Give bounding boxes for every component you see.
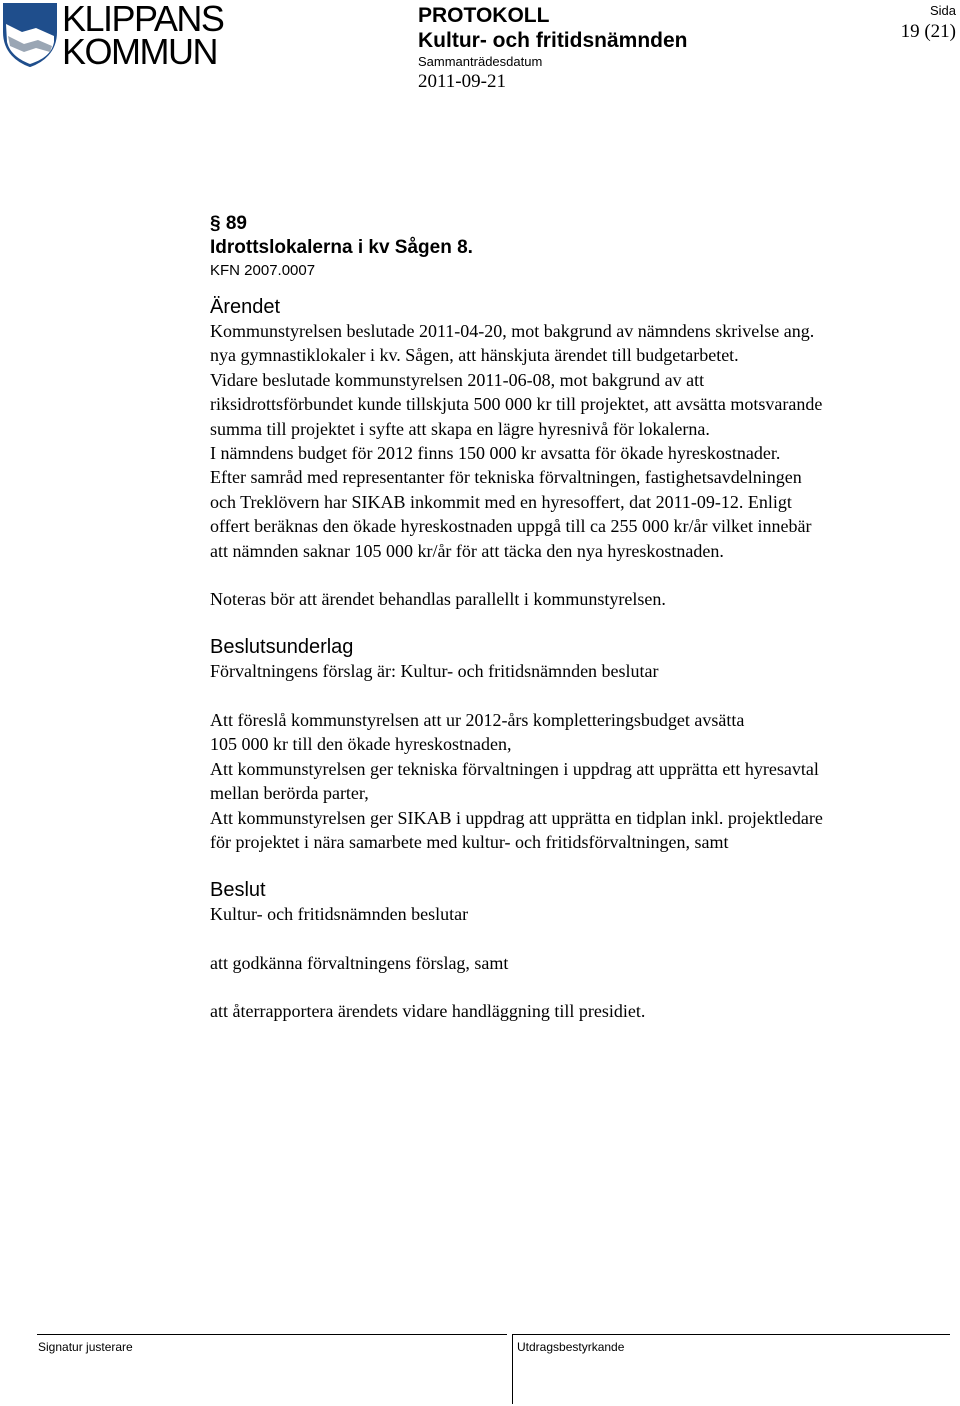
decision-line: att återrapportera ärendets vidare handläggning till presidiet. (210, 1001, 646, 1022)
signature-label: Signatur justerare (38, 1340, 133, 1354)
body-line: I nämndens budget för 2012 finns 150 000 kr avsatta för ökade hyreskostnader. (210, 443, 781, 464)
body-line: Vidare beslutade kommunstyrelsen 2011-06-08, mot bakgrund av att (210, 369, 705, 390)
proposal-line: för projektet i nära samarbete med kultur- och fritidsförvaltningen, samt (210, 831, 729, 852)
meeting-date: 2011-09-21 (418, 71, 506, 92)
page-number: 19 (21) (900, 21, 956, 42)
note-line: Noteras bör att ärendet behandlas parallellt i kommunstyrelsen. (210, 589, 666, 610)
proposal-line: 105 000 kr till den ökade hyreskostnaden, (210, 734, 512, 755)
meeting-date-label: Sammanträdesdatum (418, 54, 543, 69)
body-line: riksidrottsförbundet kunde tillskjuta 500 000 kr till projektet, att avsätta motsvarande (210, 394, 823, 415)
proposal-line: Att kommunstyrelsen ger tekniska förvaltningen i uppdrag att upprätta ett hyresavtal (210, 758, 819, 779)
municipality-logo (2, 0, 224, 72)
body-line: Kultur- och fritidsnämnden beslutar (210, 904, 469, 925)
heading-beslutsunderlag: Beslutsunderlag (210, 636, 354, 659)
footer-separator (512, 1334, 513, 1404)
body-line: Efter samråd med representanter för tekniska förvaltningen, fastighetsavdelningen (210, 467, 802, 488)
proposal-line: mellan berörda parter, (210, 783, 369, 804)
body-line: nya gymnastiklokaler i kv. Sågen, att hänskjuta ärendet till budgetarbetet. (210, 345, 739, 366)
body-line: Förvaltningens förslag är: Kultur- och fritidsnämnden beslutar (210, 661, 659, 682)
committee-name: Kultur- och fritidsnämnden (418, 29, 688, 52)
document-body (210, 212, 940, 1024)
body-line: att nämnden saknar 105 000 kr/år för att täcka den nya hyreskostnaden. (210, 540, 724, 561)
proposal-line: Att kommunstyrelsen ger SIKAB i uppdrag att upprätta en tidplan inkl. projektledare (210, 807, 823, 828)
shield-icon (2, 2, 58, 68)
logo-wordmark: KLIPPANS KOMMUN (62, 0, 224, 72)
heading-arendet: Ärendet (210, 296, 281, 318)
section-number: § 89 (210, 213, 247, 234)
page-label: Sida (929, 3, 956, 18)
body-line: offert beräknas den ökade hyreskostnaden uppgå till ca 255 000 kr/år vilket innebär (210, 516, 812, 537)
body-line: Kommunstyrelsen beslutade 2011-04-20, mot bakgrund av nämndens skrivelse ang. (210, 321, 815, 341)
body-line: och Treklövern har SIKAB inkommit med en hyresoffert, dat 2011-09-12. Enligt (210, 491, 792, 512)
extract-certification-label: Utdragsbestyrkande (517, 1340, 625, 1354)
document-type: PROTOKOLL (418, 4, 550, 27)
document-header (418, 4, 688, 95)
body-line: summa till projektet i syfte att skapa en lägre hyresnivå för lokalerna. (210, 418, 710, 439)
footer-divider-left (37, 1334, 507, 1335)
case-reference: KFN 2007.0007 (210, 262, 316, 279)
heading-beslut: Beslut (210, 879, 266, 902)
decision-line: att godkänna förvaltningens förslag, samt (210, 952, 509, 973)
section-title: Idrottslokalerna i kv Sågen 8. (210, 237, 473, 258)
footer-divider-right (512, 1334, 950, 1335)
proposal-line: Att föreslå kommunstyrelsen att ur 2012-års kompletteringsbudget avsätta (210, 709, 745, 730)
